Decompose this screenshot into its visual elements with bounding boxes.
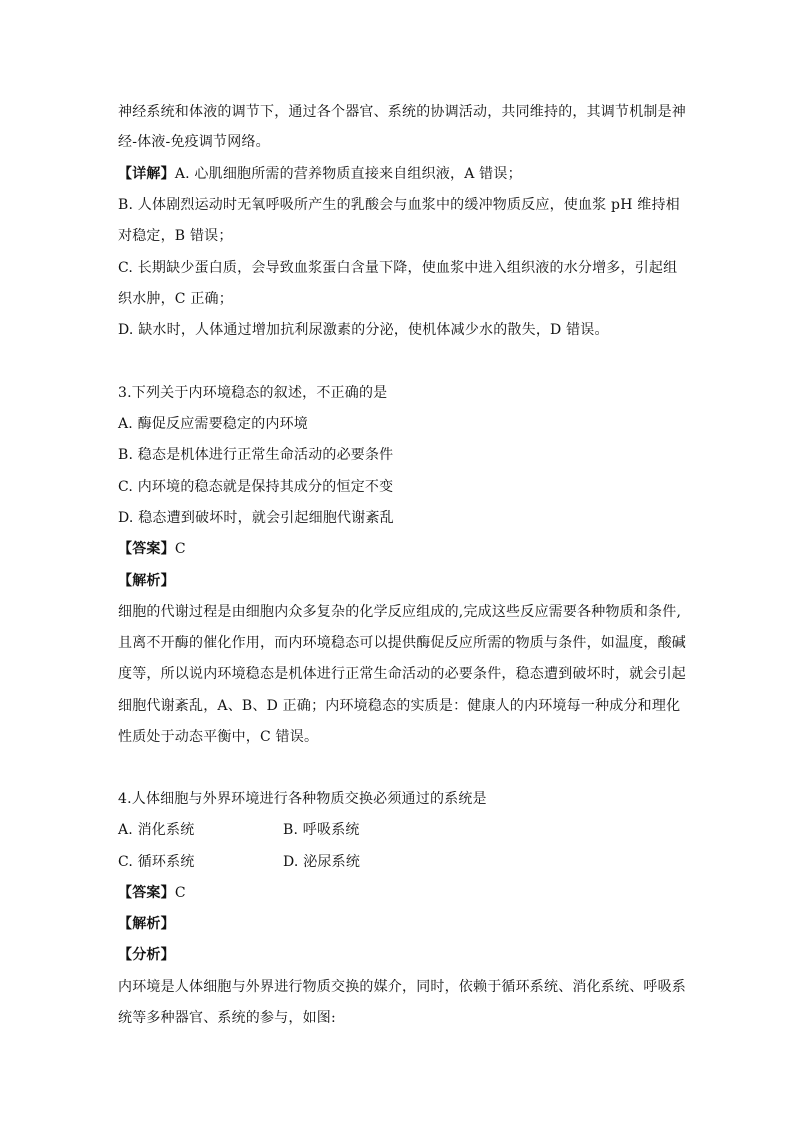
q4-answer-value: C (174, 885, 186, 901)
detail-a-text: A. 心肌细胞所需的营养物质直接来自组织液，A 错误； (174, 166, 522, 182)
intro-line-1: 神经系统和体液的调节下，通过各个器官、系统的协调活动，共同维持的，其调节机制是神 (118, 104, 686, 120)
detail-c-line-2: 织水肿，C 正确； (118, 291, 233, 307)
q4-stem: 4.人体细胞与外界环境进行各种物质交换必须通过的系统是 (118, 791, 487, 807)
q3-answer (118, 539, 186, 559)
detail-d-line: D. 缺水时，人体通过增加抗利尿激素的分泌，使机体减少水的散失，D 错误。 (118, 322, 609, 338)
q3-option-c: C. 内环境的稳态就是保持其成分的恒定不变 (118, 479, 394, 495)
q4-answer-label: 【答案】 (118, 885, 175, 901)
q3-analysis-line-2: 且离不开酶的催化作用，而内环境稳态可以提供酶促反应所需的物质与条件，如温度，酸碱 (118, 635, 686, 651)
q4-option-a: A. 消化系统 (118, 822, 195, 838)
q3-answer-value: C (174, 541, 186, 557)
q3-option-b: B. 稳态是机体进行正常生命活动的必要条件 (118, 447, 394, 463)
detail-c-line-1: C. 长期缺少蛋白质，会导致血浆蛋白含量下降，使血浆中进入组织液的水分增多，引起组 (118, 260, 678, 276)
detail-b-line-1: B. 人体剧烈运动时无氧呼吸所产生的乳酸会与血浆中的缓冲物质反应，使血浆 pH 维持相 (118, 197, 680, 213)
q4-subanalysis-label: 【分析】 (118, 947, 175, 963)
q3-option-a: A. 酶促反应需要稳定的内环境 (118, 416, 309, 432)
detail-b-line-2: 对稳定，B 错误； (118, 228, 233, 244)
q4-answer (118, 883, 186, 903)
q3-analysis-line-1: 细胞的代谢过程是由细胞内众多复杂的化学反应组成的,完成这些反应需要各种物质和条件, (118, 604, 682, 620)
q3-analysis-label: 【解析】 (118, 573, 175, 589)
q4-option-b: B. 呼吸系统 (283, 822, 360, 838)
q3-answer-label: 【答案】 (118, 541, 175, 557)
q4-options-row-1 (118, 820, 518, 840)
q4-analysis-line-2: 统等多种器官、系统的参与，如图: (118, 1010, 336, 1026)
q4-analysis-line-1: 内环境是人体细胞与外界进行物质交换的媒介，同时，依赖于循环系统、消化系统、呼吸系 (118, 979, 686, 995)
q4-analysis-label: 【解析】 (118, 916, 175, 932)
q3-analysis-line-3: 度等，所以说内环境稳态是机体进行正常生命活动的必要条件，稳态遭到破坏时，就会引起 (118, 666, 686, 682)
q3-option-d: D. 稳态遭到破坏时，就会引起细胞代谢紊乱 (118, 510, 394, 526)
q3-stem: 3.下列关于内环境稳态的叙述，不正确的是 (118, 385, 388, 401)
q3-analysis-line-4: 细胞代谢紊乱，A、B、D 正确；内环境稳态的实质是：健康人的内环境每一种成分和理化 (118, 698, 681, 714)
q4-option-c: C. 循环系统 (118, 854, 195, 870)
intro-line-2: 经-体液-免疫调节网络。 (118, 134, 270, 150)
detail-a-line (118, 164, 522, 184)
q4-options-row-2 (118, 852, 518, 872)
detail-label: 【详解】 (118, 166, 175, 182)
q4-option-d: D. 泌尿系统 (283, 854, 361, 870)
q3-analysis-line-5: 性质处于动态平衡中，C 错误。 (118, 729, 319, 745)
